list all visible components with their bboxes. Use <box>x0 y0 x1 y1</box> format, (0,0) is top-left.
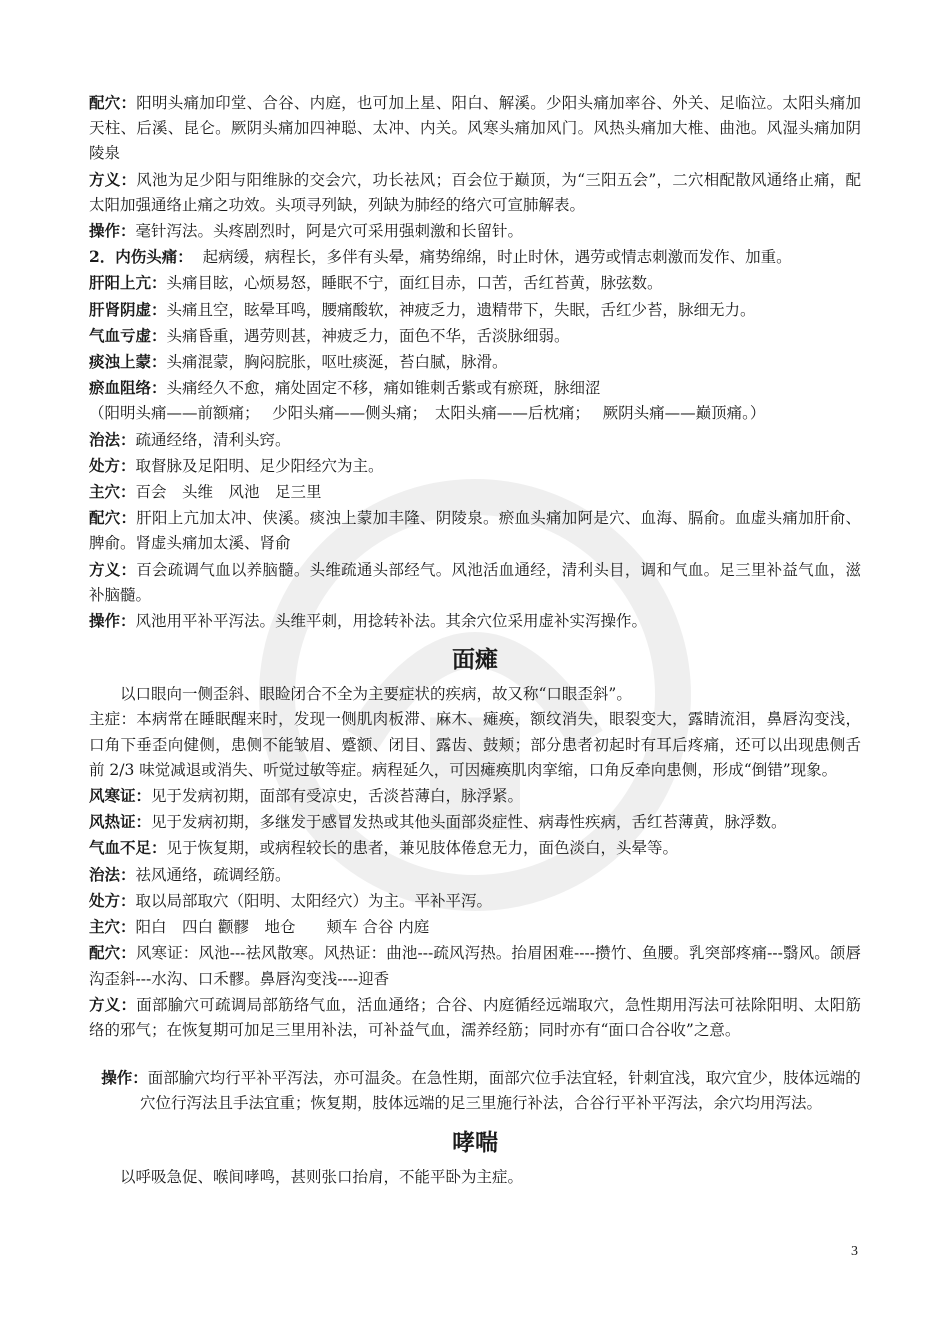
ganshen-text: 头痛且空，眩晕耳鸣，腰痛酸软，神疲乏力，遗精带下，失眠，舌红少苔，脉细无力。 <box>166 300 756 319</box>
zhuxue-text: 百会 头维 风池 足三里 <box>135 483 322 502</box>
fangyi-label: 方义： <box>89 994 137 1014</box>
yuxue-label: 瘀血阻络： <box>89 378 167 398</box>
fangyi-paragraph-2 <box>89 557 861 608</box>
chufang-label: 处方： <box>89 455 136 475</box>
fangyi-text: 风池为足少阳与阳维脉的交会穴，功长祛风；百会位于巅顶，为“三阳五会”，二穴相配散风通络止痛，配太阳加强通络止痛之功效。头项寻列缺，列缺为肺经的络穴可宣肺解表。 <box>89 170 861 214</box>
mianpian-intro: 以口眼向一侧歪斜、眼睑闭合不全为主要症状的疾病，故又称“口眼歪斜”。 <box>120 685 632 704</box>
caozuo-text: 毫针泻法。头疼剧烈时，阿是穴可采用强刺激和长留针。 <box>135 222 524 241</box>
zhuxue-paragraph-1 <box>89 479 861 505</box>
zhifa-label: 治法： <box>89 864 136 884</box>
peixue-label: 配穴： <box>89 508 137 528</box>
fenghan-paragraph <box>89 783 861 809</box>
peixue-text: 肝阳上亢加太冲、侠溪。痰浊上蒙加丰隆、阴陵泉。瘀血头痛加阿是穴、血海、膈俞。血虚头痛加肝俞、脾俞。肾虚头痛加太溪、肾俞 <box>89 509 861 553</box>
zhifa-label: 治法： <box>89 429 136 449</box>
caozuo-label: 操作： <box>89 221 136 241</box>
peixue-text: 风寒证：风池---祛风散寒。风热证：曲池---疏风泻热。抬眉困难----攒竹、鱼腰。乳突部疼痛---翳风。颌唇沟歪斜---水沟、口禾髎。鼻唇沟变浅----迎香 <box>89 944 861 988</box>
qixue-label: 气血亏虚： <box>89 325 167 345</box>
fenghan-text: 见于发病初期，面部有受凉史，舌淡苔薄白，脉浮紧。 <box>151 787 524 806</box>
page-content <box>89 90 861 1190</box>
chufang-label: 处方： <box>89 890 136 910</box>
ganyang-paragraph <box>89 270 861 296</box>
zhuzheng-label: 主症： <box>89 710 137 729</box>
neishang-paragraph <box>89 244 861 270</box>
chufang-paragraph-1 <box>89 453 861 479</box>
zhuzheng-text: 本病常在睡眠醒来时，发现一侧肌肉板滞、麻木、瘫痪，额纹消失，眼裂变大，露睛流泪，鼻唇沟变浅，口角下垂歪向健侧，患侧不能皱眉、蹙额、闭目、露齿、鼓颊；部分患者初起时有耳后疼痛，还可以出现患侧舌前 2/3 味觉减退或消失、听觉过敏等症。病程延久，可因瘫痪肌肉挛缩，口角反牵向患侧，形成“倒错”现象。 <box>89 710 861 779</box>
zhifa-paragraph-1 <box>89 427 861 453</box>
fengre-text: 见于发病初期，多继发于感冒发热或其他头面部炎症性、病毒性疾病，舌红苔薄黄，脉浮数。 <box>151 813 787 832</box>
qixue-text: 头痛昏重，遇劳则甚，神疲乏力，面色不华，舌淡脉细弱。 <box>166 326 570 345</box>
caozuo-label: 操作： <box>89 611 136 631</box>
ganshen-paragraph <box>89 297 861 323</box>
caozuo-paragraph-1 <box>89 218 861 244</box>
peixue-paragraph-2 <box>89 505 861 556</box>
peixue-paragraph-1 <box>89 90 861 167</box>
fenghan-label: 风寒证： <box>89 786 152 806</box>
tanzhuo-label: 痰浊上蒙： <box>89 352 167 372</box>
fengre-label: 风热证： <box>89 812 152 832</box>
xiaochuan-intro: 以呼吸急促、喉间哮鸣，甚则张口抬肩，不能平卧为主症。 <box>120 1167 524 1186</box>
caozuo-paragraph-2 <box>89 608 861 634</box>
fangyi-text: 面部腧穴可疏调局部筋络气血，活血通络；合谷、内庭循经远端取穴，急性期用泻法可祛除阳明、太阳筋络的邪气；在恢复期可加足三里用补法，可补益气血，濡养经筋；同时亦有“面口合谷收”之意。 <box>89 995 861 1039</box>
neishang-text: 起病缓，病程长，多伴有头晕，痛势绵绵，时止时休，遇劳或情志刺激而发作、加重。 <box>202 248 792 267</box>
caozuo-text: 风池用平补平泻法。头维平刺，用捻转补法。其余穴位采用虚补实泻操作。 <box>135 612 648 631</box>
zhifa-text: 祛风通络，疏调经筋。 <box>135 865 291 884</box>
peixue-paragraph-3 <box>89 940 861 991</box>
page-number: 3 <box>851 1244 858 1259</box>
zhifa-paragraph-2 <box>89 862 861 888</box>
fangyi-label: 方义： <box>89 559 137 579</box>
peixue-text: 阳明头痛加印堂、合谷、内庭，也可加上星、阳白、解溪。少阳头痛加率谷、外关、足临泣。太阳头痛加天柱、后溪、昆仑。厥阴头痛加四神聪、太冲、内关。风寒头痛加风门。风热头痛加大椎、曲池。风湿头痛加阴陵泉 <box>89 94 861 163</box>
zhuxue-paragraph-2 <box>89 914 861 940</box>
fangyi-label: 方义： <box>89 169 137 189</box>
ganyang-text: 头痛目眩，心烦易怒，睡眠不宁，面红目赤，口苦，舌红苔黄，脉弦数。 <box>166 274 663 293</box>
chufang-text: 取督脉及足阳明、足少阳经穴为主。 <box>135 456 384 475</box>
qixuebuzu-text: 见于恢复期，或病程较长的患者，兼见肢体倦怠无力，面色淡白，头晕等。 <box>166 839 679 858</box>
section-title-xiaochuan: 哮喘 <box>452 1128 498 1156</box>
spacer <box>89 1043 861 1065</box>
ganyang-label: 肝阳上亢： <box>89 273 167 293</box>
qixuebuzu-label: 气血不足： <box>89 838 167 858</box>
peixue-label: 配穴： <box>89 93 137 112</box>
yuxue-text: 头痛经久不愈，痛处固定不移，痛如锥刺舌紫或有瘀斑，脉细涩 <box>166 379 601 398</box>
caozuo-label: 操作： <box>101 1068 148 1088</box>
neishang-label: 2．内伤头痛： <box>89 247 193 267</box>
peixue-label: 配穴： <box>89 943 136 963</box>
ganshen-label: 肝肾阴虚： <box>89 299 167 319</box>
zhuxue-label: 主穴： <box>89 917 136 937</box>
headache-types-note: （阳明头痛——前额痛； 少阳头痛——侧头痛； 太阳头痛——后枕痛； 厥阴头痛——巅顶痛。） <box>89 404 766 423</box>
tanzhuo-text: 头痛混蒙，胸闷脘胀，呕吐痰涎，苔白腻，脉滑。 <box>166 353 508 372</box>
qixue-paragraph <box>89 323 861 349</box>
tanzhuo-paragraph <box>89 349 861 375</box>
caozuo-text: 面部腧穴均行平补平泻法，亦可温灸。在急性期，面部穴位手法宜轻，针刺宜浅，取穴宜少，肢体远端的穴位行泻法且手法宜重；恢复期，肢体远端的足三里施行补法，合谷行平补平泻法，余穴均用泻法。 <box>139 1069 861 1113</box>
fengre-paragraph <box>89 809 861 835</box>
zhuxue-text: 阳白 四白 颧髎 地仓 颊车 合谷 内庭 <box>135 918 430 937</box>
zhuzheng-paragraph <box>89 707 861 783</box>
qixuebuzu-paragraph <box>89 835 861 861</box>
chufang-text: 取以局部取穴（阳明、太阳经穴）为主。平补平泻。 <box>135 891 493 910</box>
fangyi-text: 百会疏调气血以养脑髓。头维疏通头部经气。风池活血通经，清利头目，调和气血。足三里补益气血，滋补脑髓。 <box>89 560 861 604</box>
caozuo-paragraph-3 <box>101 1065 861 1116</box>
yuxue-paragraph <box>89 375 861 401</box>
zhuxue-label: 主穴： <box>89 482 136 502</box>
fangyi-paragraph-1 <box>89 167 861 218</box>
chufang-paragraph-2 <box>89 888 861 914</box>
fangyi-paragraph-3 <box>89 992 861 1043</box>
section-title-mianpian: 面瘫 <box>452 646 498 674</box>
zhifa-text: 疏通经络，清利头窍。 <box>135 430 291 449</box>
